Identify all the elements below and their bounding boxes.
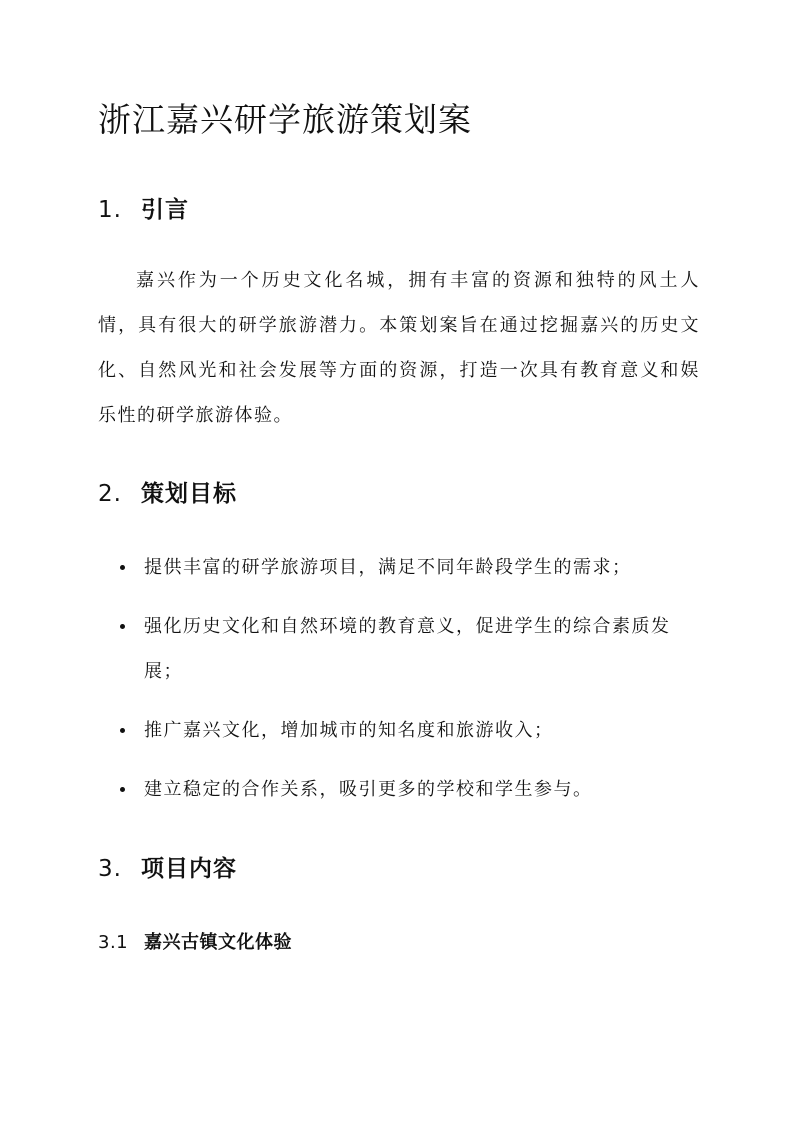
list-item-text: 建立稳定的合作关系，吸引更多的学校和学生参与。 — [144, 779, 593, 800]
subsection-title: 嘉兴古镇文化体验 — [144, 932, 292, 953]
section-number: 2. — [98, 481, 122, 507]
section-heading-project-content — [98, 853, 237, 885]
subsection-heading-ancient-town — [98, 930, 292, 956]
list-item-text: 提供丰富的研学旅游项目，满足不同年龄段学生的需求； — [144, 557, 632, 578]
list-item — [98, 604, 700, 694]
bullet-icon — [120, 728, 125, 733]
list-item-text: 推广嘉兴文化，增加城市的知名度和旅游收入； — [144, 720, 554, 741]
subsection-number: 3.1 — [98, 932, 129, 953]
section-heading-goals — [98, 478, 237, 510]
section-number: 1. — [98, 197, 122, 223]
section-title: 引言 — [141, 197, 189, 223]
introduction-paragraph: 嘉兴作为一个历史文化名城，拥有丰富的资源和独特的风土人情，具有很大的研学旅游潜力。本策划案旨在通过挖掘嘉兴的历史文化、自然风光和社会发展等方面的资源，打造一次具有教育意义和娱乐性的研学旅游体验。 — [98, 270, 700, 426]
bullet-icon — [120, 624, 125, 629]
list-item — [98, 767, 700, 812]
list-item — [98, 545, 700, 590]
section-title: 项目内容 — [141, 856, 237, 882]
bullet-icon — [120, 787, 125, 792]
bullet-icon — [120, 565, 125, 570]
goals-list — [98, 545, 700, 826]
section-heading-introduction — [98, 194, 189, 226]
section-number: 3. — [98, 856, 122, 882]
document-title: 浙江嘉兴研学旅游策划案 — [98, 100, 472, 139]
list-item-text: 强化历史文化和自然环境的教育意义，促进学生的综合素质发展； — [144, 616, 671, 682]
section-title: 策划目标 — [141, 481, 237, 507]
list-item — [98, 708, 700, 753]
